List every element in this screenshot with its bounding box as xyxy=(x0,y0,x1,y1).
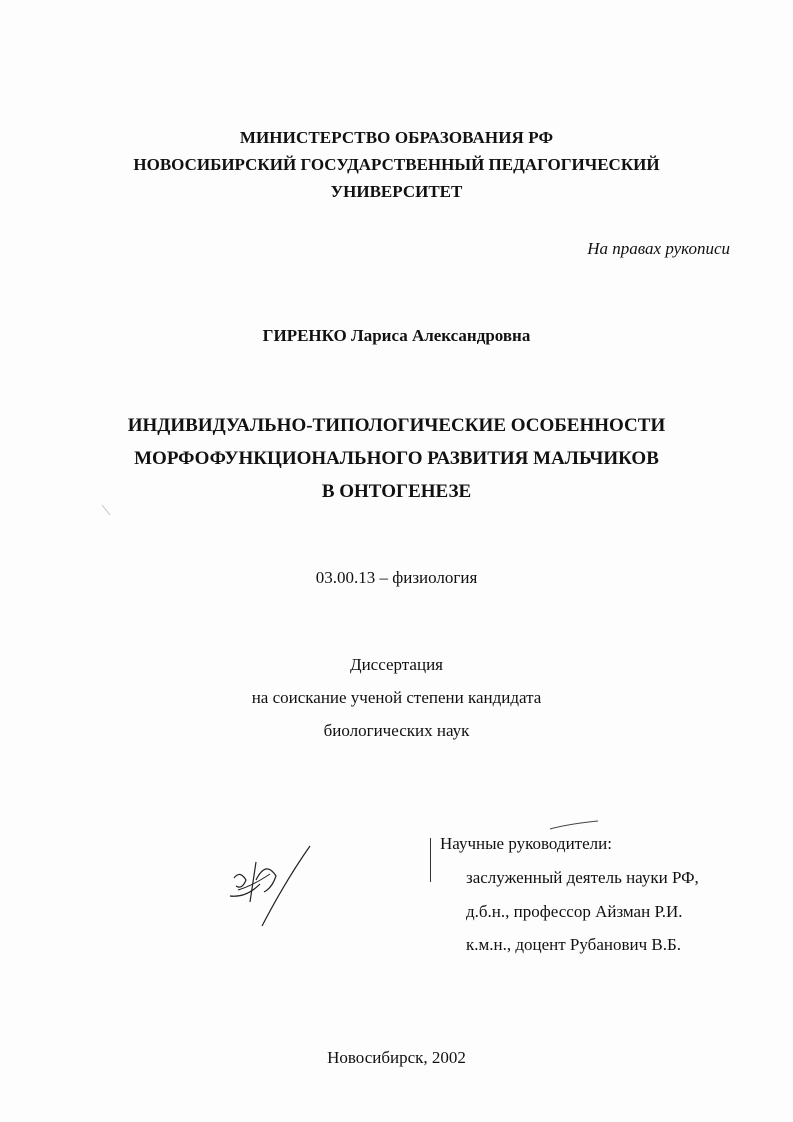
dissertation-type-line2: на соискание ученой степени кандидата xyxy=(251,688,542,707)
specialty-code: 03.00.13 – физиология xyxy=(315,568,478,587)
supervisor-line: д.б.н., профессор Айзман Р.И. xyxy=(466,902,683,921)
city-year: Новосибирск, 2002 xyxy=(327,1048,466,1067)
university-heading-line2: УНИВЕРСИТЕТ xyxy=(330,182,463,201)
author-name xyxy=(0,326,793,346)
author-surname: ГИРЕНКО xyxy=(262,326,347,345)
dissertation-type-line3: биологических наук xyxy=(323,721,470,740)
university-heading-line1: НОВОСИБИРСКИЙ ГОСУДАРСТВЕННЫЙ ПЕДАГОГИЧЕСКИЙ xyxy=(133,155,660,174)
handwritten-signature xyxy=(226,840,318,932)
supervisor-line: заслуженный деятель науки РФ, xyxy=(466,868,699,887)
pen-stroke-mark xyxy=(548,818,600,832)
ministry-heading: МИНИСТЕРСТВО ОБРАЗОВАНИЯ РФ xyxy=(239,128,554,147)
supervisors-heading: Научные руководители: xyxy=(440,834,612,853)
scan-tick-mark xyxy=(100,503,114,517)
dissertation-title-line3: В ОНТОГЕНЕЗЕ xyxy=(321,481,472,502)
supervisors-bracket xyxy=(430,838,431,882)
dissertation-title-line1: ИНДИВИДУАЛЬНО-ТИПОЛОГИЧЕСКИЕ ОСОБЕННОСТИ xyxy=(127,415,666,436)
supervisor-line: к.м.н., доцент Рубанович В.Б. xyxy=(466,935,681,954)
dissertation-title-line2: МОРФОФУНКЦИОНАЛЬНОГО РАЗВИТИЯ МАЛЬЧИКОВ xyxy=(134,448,659,469)
author-given-names: Лариса Александровна xyxy=(351,326,531,345)
manuscript-note: На правах рукописи xyxy=(587,239,730,258)
dissertation-type-line1: Диссертация xyxy=(349,655,443,674)
